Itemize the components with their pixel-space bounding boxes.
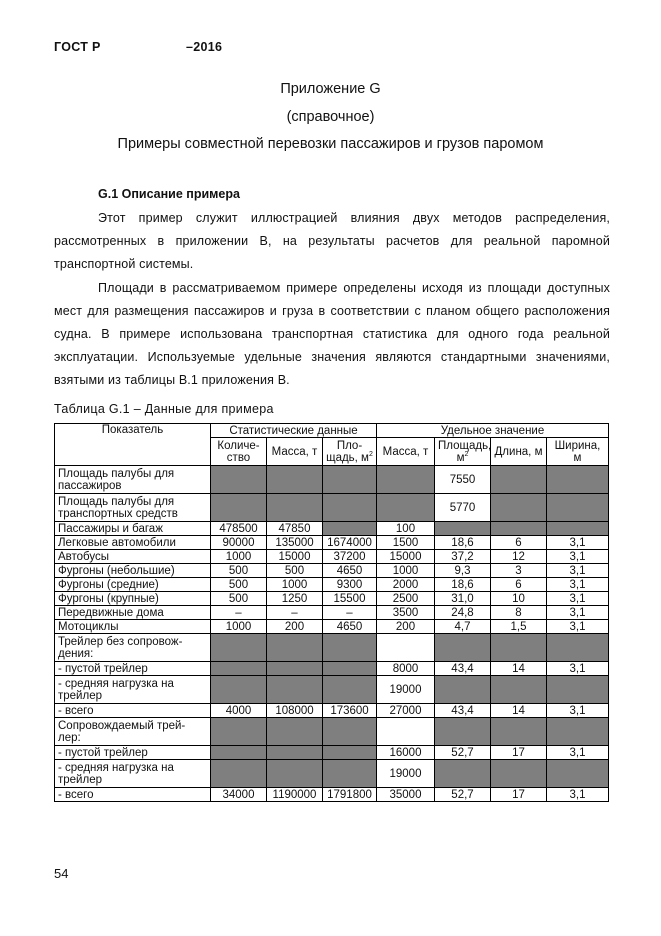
table-cell: 1500 (377, 536, 435, 550)
table-row (55, 606, 609, 620)
table-cell (323, 634, 377, 662)
table-cell: 3,1 (547, 704, 609, 718)
table-cell (267, 676, 323, 704)
table-cell: 1000 (377, 564, 435, 578)
table-cell: 43,4 (435, 704, 491, 718)
table-row (55, 550, 609, 564)
table-cell: 108000 (267, 704, 323, 718)
table-cell (323, 718, 377, 746)
table-cell: 3,1 (547, 788, 609, 802)
table-cell: 200 (377, 620, 435, 634)
table-cell (377, 466, 435, 494)
table-cell: 18,6 (435, 578, 491, 592)
header-spec-area: Площадь, $м^2$ (435, 438, 491, 466)
row-label: - всего (55, 788, 211, 802)
table-cell: 17 (491, 788, 547, 802)
table-cell: 14 (491, 662, 547, 676)
table-row (55, 494, 609, 522)
table-row (55, 634, 609, 662)
table-cell: 9300 (323, 578, 377, 592)
table-cell: 1000 (211, 550, 267, 564)
table-cell: 3,1 (547, 662, 609, 676)
table-cell: 3,1 (547, 564, 609, 578)
table-cell (547, 494, 609, 522)
running-header (54, 40, 223, 54)
table-row (55, 788, 609, 802)
table-cell (547, 760, 609, 788)
table-row (55, 746, 609, 760)
table-cell (435, 522, 491, 536)
table-cell: 3500 (377, 606, 435, 620)
table-cell (377, 634, 435, 662)
table-cell (377, 718, 435, 746)
table-cell: 34000 (211, 788, 267, 802)
table-row (55, 522, 609, 536)
table-caption: Таблица G.1 – Данные для примера (54, 402, 274, 416)
header-spec-mass: Масса, т (377, 438, 435, 466)
table-cell (323, 746, 377, 760)
table-cell: 19000 (377, 760, 435, 788)
table-cell: 47850 (267, 522, 323, 536)
table-cell: 1190000 (267, 788, 323, 802)
row-label: - пустой трейлер (55, 746, 211, 760)
header-mass: Масса, т (267, 438, 323, 466)
row-label: Площадь палубы для транспортных средств (55, 494, 211, 522)
table-cell: 1250 (267, 592, 323, 606)
table-cell: 3 (491, 564, 547, 578)
table-row (55, 718, 609, 746)
table-cell: 14 (491, 704, 547, 718)
table-cell: 15000 (377, 550, 435, 564)
table-row (55, 704, 609, 718)
table-cell (323, 760, 377, 788)
row-label: Легковые автомобили (55, 536, 211, 550)
table-cell (491, 760, 547, 788)
row-label: Сопровождаемый трей-лер: (55, 718, 211, 746)
table-cell: 37200 (323, 550, 377, 564)
table-cell (323, 522, 377, 536)
table-cell: 6 (491, 536, 547, 550)
table-cell (491, 522, 547, 536)
table-cell (211, 676, 267, 704)
header-standard: ГОСТ Р (54, 40, 101, 54)
row-label: - всего (55, 704, 211, 718)
table-cell: 16000 (377, 746, 435, 760)
table-cell: 2000 (377, 578, 435, 592)
table-cell: 3,1 (547, 620, 609, 634)
header-area: Пло-щадь, $м^2$ (323, 438, 377, 466)
row-label: Площадь палубы для пассажиров (55, 466, 211, 494)
appendix-type: (справочное) (286, 109, 375, 125)
paragraph: Этот пример служит иллюстрацией влияния двух методов распределения, рассмотренных в приложении B, на результаты расчетов для реальной паромной транспортной системы. (54, 211, 610, 271)
table-cell (547, 718, 609, 746)
table-cell: 3,1 (547, 746, 609, 760)
header-year: –2016 (186, 40, 223, 54)
table-row (55, 578, 609, 592)
table-cell: 500 (211, 592, 267, 606)
table-cell (267, 746, 323, 760)
data-table (54, 423, 609, 802)
table-cell: 24,8 (435, 606, 491, 620)
table-cell: 8000 (377, 662, 435, 676)
table-cell: 15500 (323, 592, 377, 606)
table-cell (211, 746, 267, 760)
header-width: Ширина, м (547, 438, 609, 466)
table-cell: 500 (267, 564, 323, 578)
table-cell: 3,1 (547, 550, 609, 564)
table-cell: 18,6 (435, 536, 491, 550)
table-cell: 1000 (267, 578, 323, 592)
table-cell: 200 (267, 620, 323, 634)
table-cell: 7550 (435, 466, 491, 494)
table-cell: 4,7 (435, 620, 491, 634)
table-cell (323, 676, 377, 704)
table-cell: 173600 (323, 704, 377, 718)
table-cell: 37,2 (435, 550, 491, 564)
table-cell (211, 494, 267, 522)
table-cell (267, 718, 323, 746)
table-cell: 2500 (377, 592, 435, 606)
table-cell: 4650 (323, 620, 377, 634)
table-cell (435, 760, 491, 788)
table-cell: 19000 (377, 676, 435, 704)
table-cell: – (323, 606, 377, 620)
header-length: Длина, м (491, 438, 547, 466)
table-cell (491, 676, 547, 704)
row-label: Пассажиры и багаж (55, 522, 211, 536)
table-cell: 6 (491, 578, 547, 592)
row-label: Фургоны (крупные) (55, 592, 211, 606)
table-row (55, 676, 609, 704)
table-cell (323, 494, 377, 522)
table-cell: 3,1 (547, 592, 609, 606)
table-cell (323, 662, 377, 676)
table-cell: 27000 (377, 704, 435, 718)
table-row (55, 592, 609, 606)
table-cell (323, 466, 377, 494)
table-cell: 4000 (211, 704, 267, 718)
header-indicator: Показатель (55, 424, 211, 466)
table-cell (267, 634, 323, 662)
table-cell: 31,0 (435, 592, 491, 606)
table-cell: 3,1 (547, 578, 609, 592)
paragraph: Площади в рассматриваемом примере определены исходя из площади доступных мест для размещения пассажиров и груза в соответствии с планом общего расположения судна. В примере использована транспортная статистика для одного года реальной эксплуатации. Используемые удельные значения являются стандартными значениями, взятыми из таблицы B.1 приложения B. (54, 281, 610, 387)
table-cell (435, 634, 491, 662)
table-cell: 5770 (435, 494, 491, 522)
table-cell (547, 676, 609, 704)
row-label: Мотоциклы (55, 620, 211, 634)
table-cell: 35000 (377, 788, 435, 802)
table-row (55, 564, 609, 578)
table-cell: 12 (491, 550, 547, 564)
row-label: - средняя нагрузка на трейлер (55, 676, 211, 704)
table-cell (267, 466, 323, 494)
header-quantity: Количе-ство (211, 438, 267, 466)
section-heading: G.1 Описание примера (98, 187, 240, 201)
table-cell: 1,5 (491, 620, 547, 634)
table-cell (267, 662, 323, 676)
table-cell: 135000 (267, 536, 323, 550)
table-cell: 478500 (211, 522, 267, 536)
table-cell (211, 634, 267, 662)
table-cell (377, 494, 435, 522)
table-cell: – (267, 606, 323, 620)
table-cell: 15000 (267, 550, 323, 564)
table-cell: 10 (491, 592, 547, 606)
table-cell: 43,4 (435, 662, 491, 676)
table-cell (211, 662, 267, 676)
table-cell (211, 718, 267, 746)
table-cell: 8 (491, 606, 547, 620)
table-row (55, 760, 609, 788)
table-cell (211, 466, 267, 494)
table-cell: 100 (377, 522, 435, 536)
appendix-title: Приложение G (280, 81, 381, 97)
table-cell: 1000 (211, 620, 267, 634)
table-cell (491, 494, 547, 522)
table-cell: 500 (211, 564, 267, 578)
table-cell: 4650 (323, 564, 377, 578)
table-cell: 9,3 (435, 564, 491, 578)
table-cell: 1791800 (323, 788, 377, 802)
table-row (55, 466, 609, 494)
table-cell: 3,1 (547, 606, 609, 620)
table-cell (547, 522, 609, 536)
table-row (55, 620, 609, 634)
row-label: Автобусы (55, 550, 211, 564)
table-cell: 500 (211, 578, 267, 592)
table-cell (491, 634, 547, 662)
table-cell (547, 466, 609, 494)
table-cell: 17 (491, 746, 547, 760)
table-cell: 90000 (211, 536, 267, 550)
row-label: - средняя нагрузка на трейлер (55, 760, 211, 788)
table-cell (547, 634, 609, 662)
table-row (55, 536, 609, 550)
row-label: Фургоны (небольшие) (55, 564, 211, 578)
table-row (55, 662, 609, 676)
header-stat-group: Статистические данные (211, 424, 377, 438)
table-cell (435, 718, 491, 746)
row-label: Трейлер без сопровож-дения: (55, 634, 211, 662)
table-cell: 1674000 (323, 536, 377, 550)
table-cell: 3,1 (547, 536, 609, 550)
table-cell (435, 676, 491, 704)
table-cell: – (211, 606, 267, 620)
table-cell (267, 494, 323, 522)
table-cell (491, 466, 547, 494)
row-label: Фургоны (средние) (55, 578, 211, 592)
row-label: - пустой трейлер (55, 662, 211, 676)
page-number: 54 (54, 866, 69, 881)
table-cell (491, 718, 547, 746)
table-cell: 52,7 (435, 788, 491, 802)
table-cell: 52,7 (435, 746, 491, 760)
header-spec-group: Удельное значение (377, 424, 609, 438)
appendix-subject: Примеры совместной перевозки пассажиров и грузов паромом (117, 136, 544, 152)
table-cell (211, 760, 267, 788)
row-label: Передвижные дома (55, 606, 211, 620)
table-cell (267, 760, 323, 788)
